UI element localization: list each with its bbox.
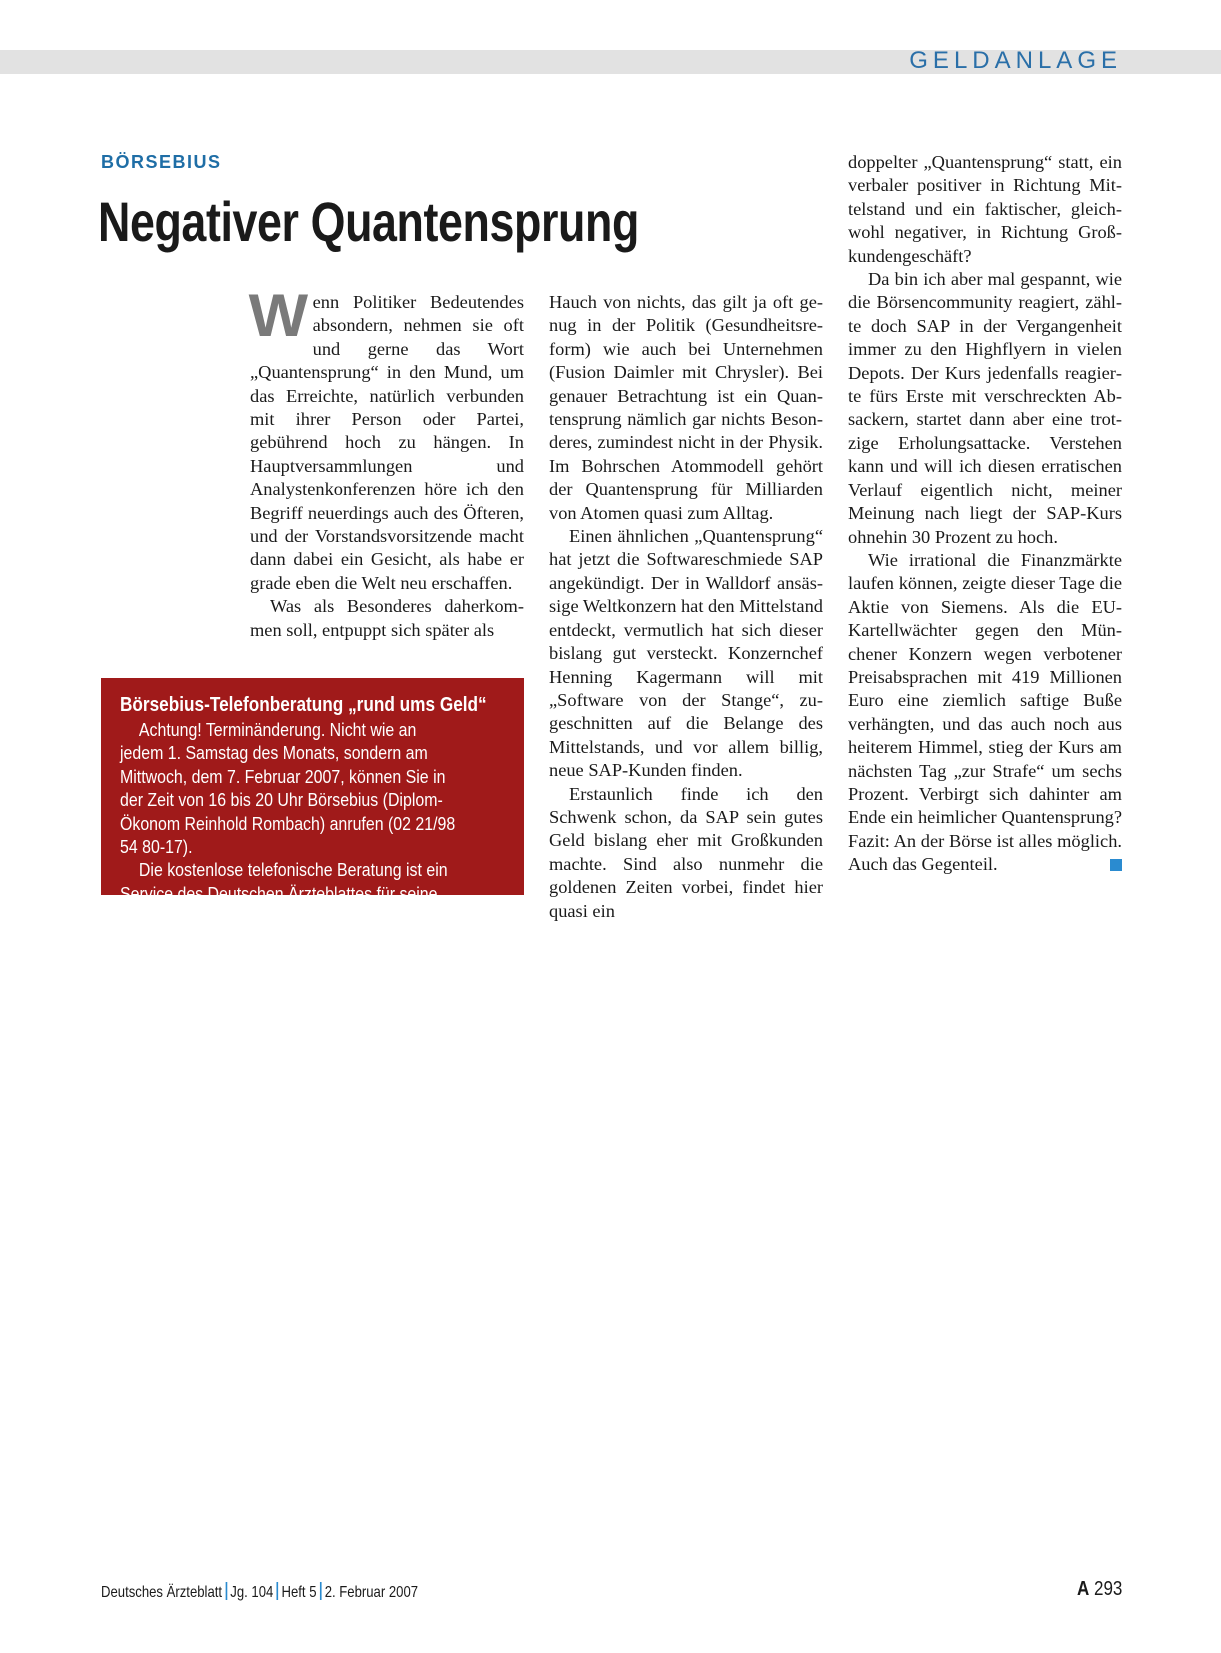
info-box-paragraph: Achtung! Terminänderung. Nicht wie an jedem 1. Samstag des Monats, sondern am Mittwoch, dem 7. Februar 2007, können Sie in der Zeit von 16 bis 20 Uhr Börsebius (Diplom-Ökonom Reinhold Rombach) anrufen (02 21/98 54 80-17). — [120, 719, 456, 858]
footer-separator — [225, 1582, 227, 1600]
paragraph — [848, 549, 1122, 877]
footer-date: 2. Februar 2007 — [324, 1584, 419, 1601]
paragraph: Was als Besonderes daherkommen soll, entpuppt sich später als — [250, 596, 524, 640]
section-label: GELDANLAGE — [909, 47, 1122, 74]
article-headline: Negativer Quantensprung — [98, 190, 639, 253]
paragraph — [248, 282, 524, 595]
paragraph: Hauch von nichts, das gilt ja oft genug in der Politik (Gesundheitsreform) wie auch bei Unternehmen (Fusion Daimler mit Chrysler). Bei genauer Betrachtung ist ein Quantensprung nämlich gar nichts Besonderes, zumindest nicht in der Physik. Im Bohrschen Atommodell gehört der Quantensprung für Milliarden von Atomen quasi zum Alltag. — [549, 292, 823, 523]
article-column-3 — [848, 151, 1122, 877]
paragraph: doppelter „Quantensprung“ statt, ein verbaler positiver in Richtung Mittelstand und ein faktischer, gleichwohl negativer, in Richtung Großkundengeschäft? — [848, 152, 1122, 266]
info-box — [101, 678, 524, 928]
footer-separator — [320, 1582, 322, 1600]
end-of-article-icon — [1110, 859, 1122, 871]
paragraph-text: enn Politiker Bedeutendes absondern, nehmen sie oft und gerne das Wort „Quantensprung“ in den Mund, um das Erreichte, natürlich verbunden mit ihrer Person oder Partei, gebührend hoch zu hängen. In Hauptversammlungen und Analystenkonferenzen höre ich den Begriff neuerdings auch des Öfteren, und der Vorstandsvorsitzende macht dann dabei ein Gesicht, als habe er grade eben die Welt neu erschaffen. — [250, 292, 524, 593]
paragraph: Einen ähnlichen „Quantensprung“ hat jetzt die Softwareschmiede SAP angekündigt. Der in Walldorf ansässige Weltkonzern hat den Mittelstand entdeckt, vermutlich hat sich dieser bislang gut versteckt. Konzernchef Henning Kagermann will mit „Software von der Stange“, zugeschnitten auf die Belange des Mittelstands, und vor allem billig, neue SAP-Kunden finden. — [549, 526, 823, 781]
article-column-2 — [549, 291, 823, 923]
page-number-value: 293 — [1093, 1578, 1122, 1600]
info-box-title: Börsebius-Telefonberatung „rund ums Geld“ — [120, 694, 487, 716]
footer-volume: Jg. 104 — [230, 1584, 274, 1601]
article-kicker: BÖRSEBIUS — [101, 152, 222, 172]
drop-cap: W — [248, 282, 309, 349]
footer-separator — [277, 1582, 279, 1600]
paragraph: Da bin ich aber mal gespannt, wie die Börsencommunity reagiert, zählte doch SAP in der Vergangenheit immer zu den Highflyern in vielen Depots. Der Kurs jedenfalls reagierte fürs Erste mit verschreckten Absackern, startet dann aber eine trotzige Erholungsattacke. Verstehen kann und will ich diesen erratischen Verlauf eigentlich nicht, meiner Meinung nach liegt der SAP-Kurs ohnehin 30 Prozent zu hoch. — [848, 269, 1122, 547]
page-number — [1077, 1578, 1122, 1601]
paragraph: Erstaunlich finde ich den Schwenk schon, da SAP sein gutes Geld bislang eher mit Großkunden machte. Sind also nunmehr die goldenen Zeiten vorbei, findet hier quasi ein — [549, 783, 823, 921]
page-prefix: A — [1076, 1578, 1089, 1600]
footer-journal: Deutsches Ärzteblatt — [101, 1584, 223, 1601]
page-footer — [101, 1582, 418, 1602]
article-column-1 — [248, 282, 524, 642]
footer-issue: Heft 5 — [281, 1584, 317, 1601]
info-box-paragraph: Die kostenlose telefonische Beratung ist ein Service des Deutschen Ärzteblattes für seine Leser. — [120, 859, 448, 928]
paragraph-text: Wie irrational die Finanzmärkte laufen können, zeigte dieser Tage die Aktie von Siemens. Als die EU-Kartellwächter gegen den Münchener Konzern wegen verbotener Preisabsprachen mit 419 Millionen Euro eine ziemlich saftige Buße verhängten, und das auch noch aus heiterem Himmel, stieg der Kurs am nächsten Tag „zur Strafe“ um sechs Prozent. Verbirgt sich dahinter am Ende ein heimlicher Quantensprung? Fazit: An der Börse ist alles möglich. Auch das Gegenteil. — [848, 549, 1122, 875]
